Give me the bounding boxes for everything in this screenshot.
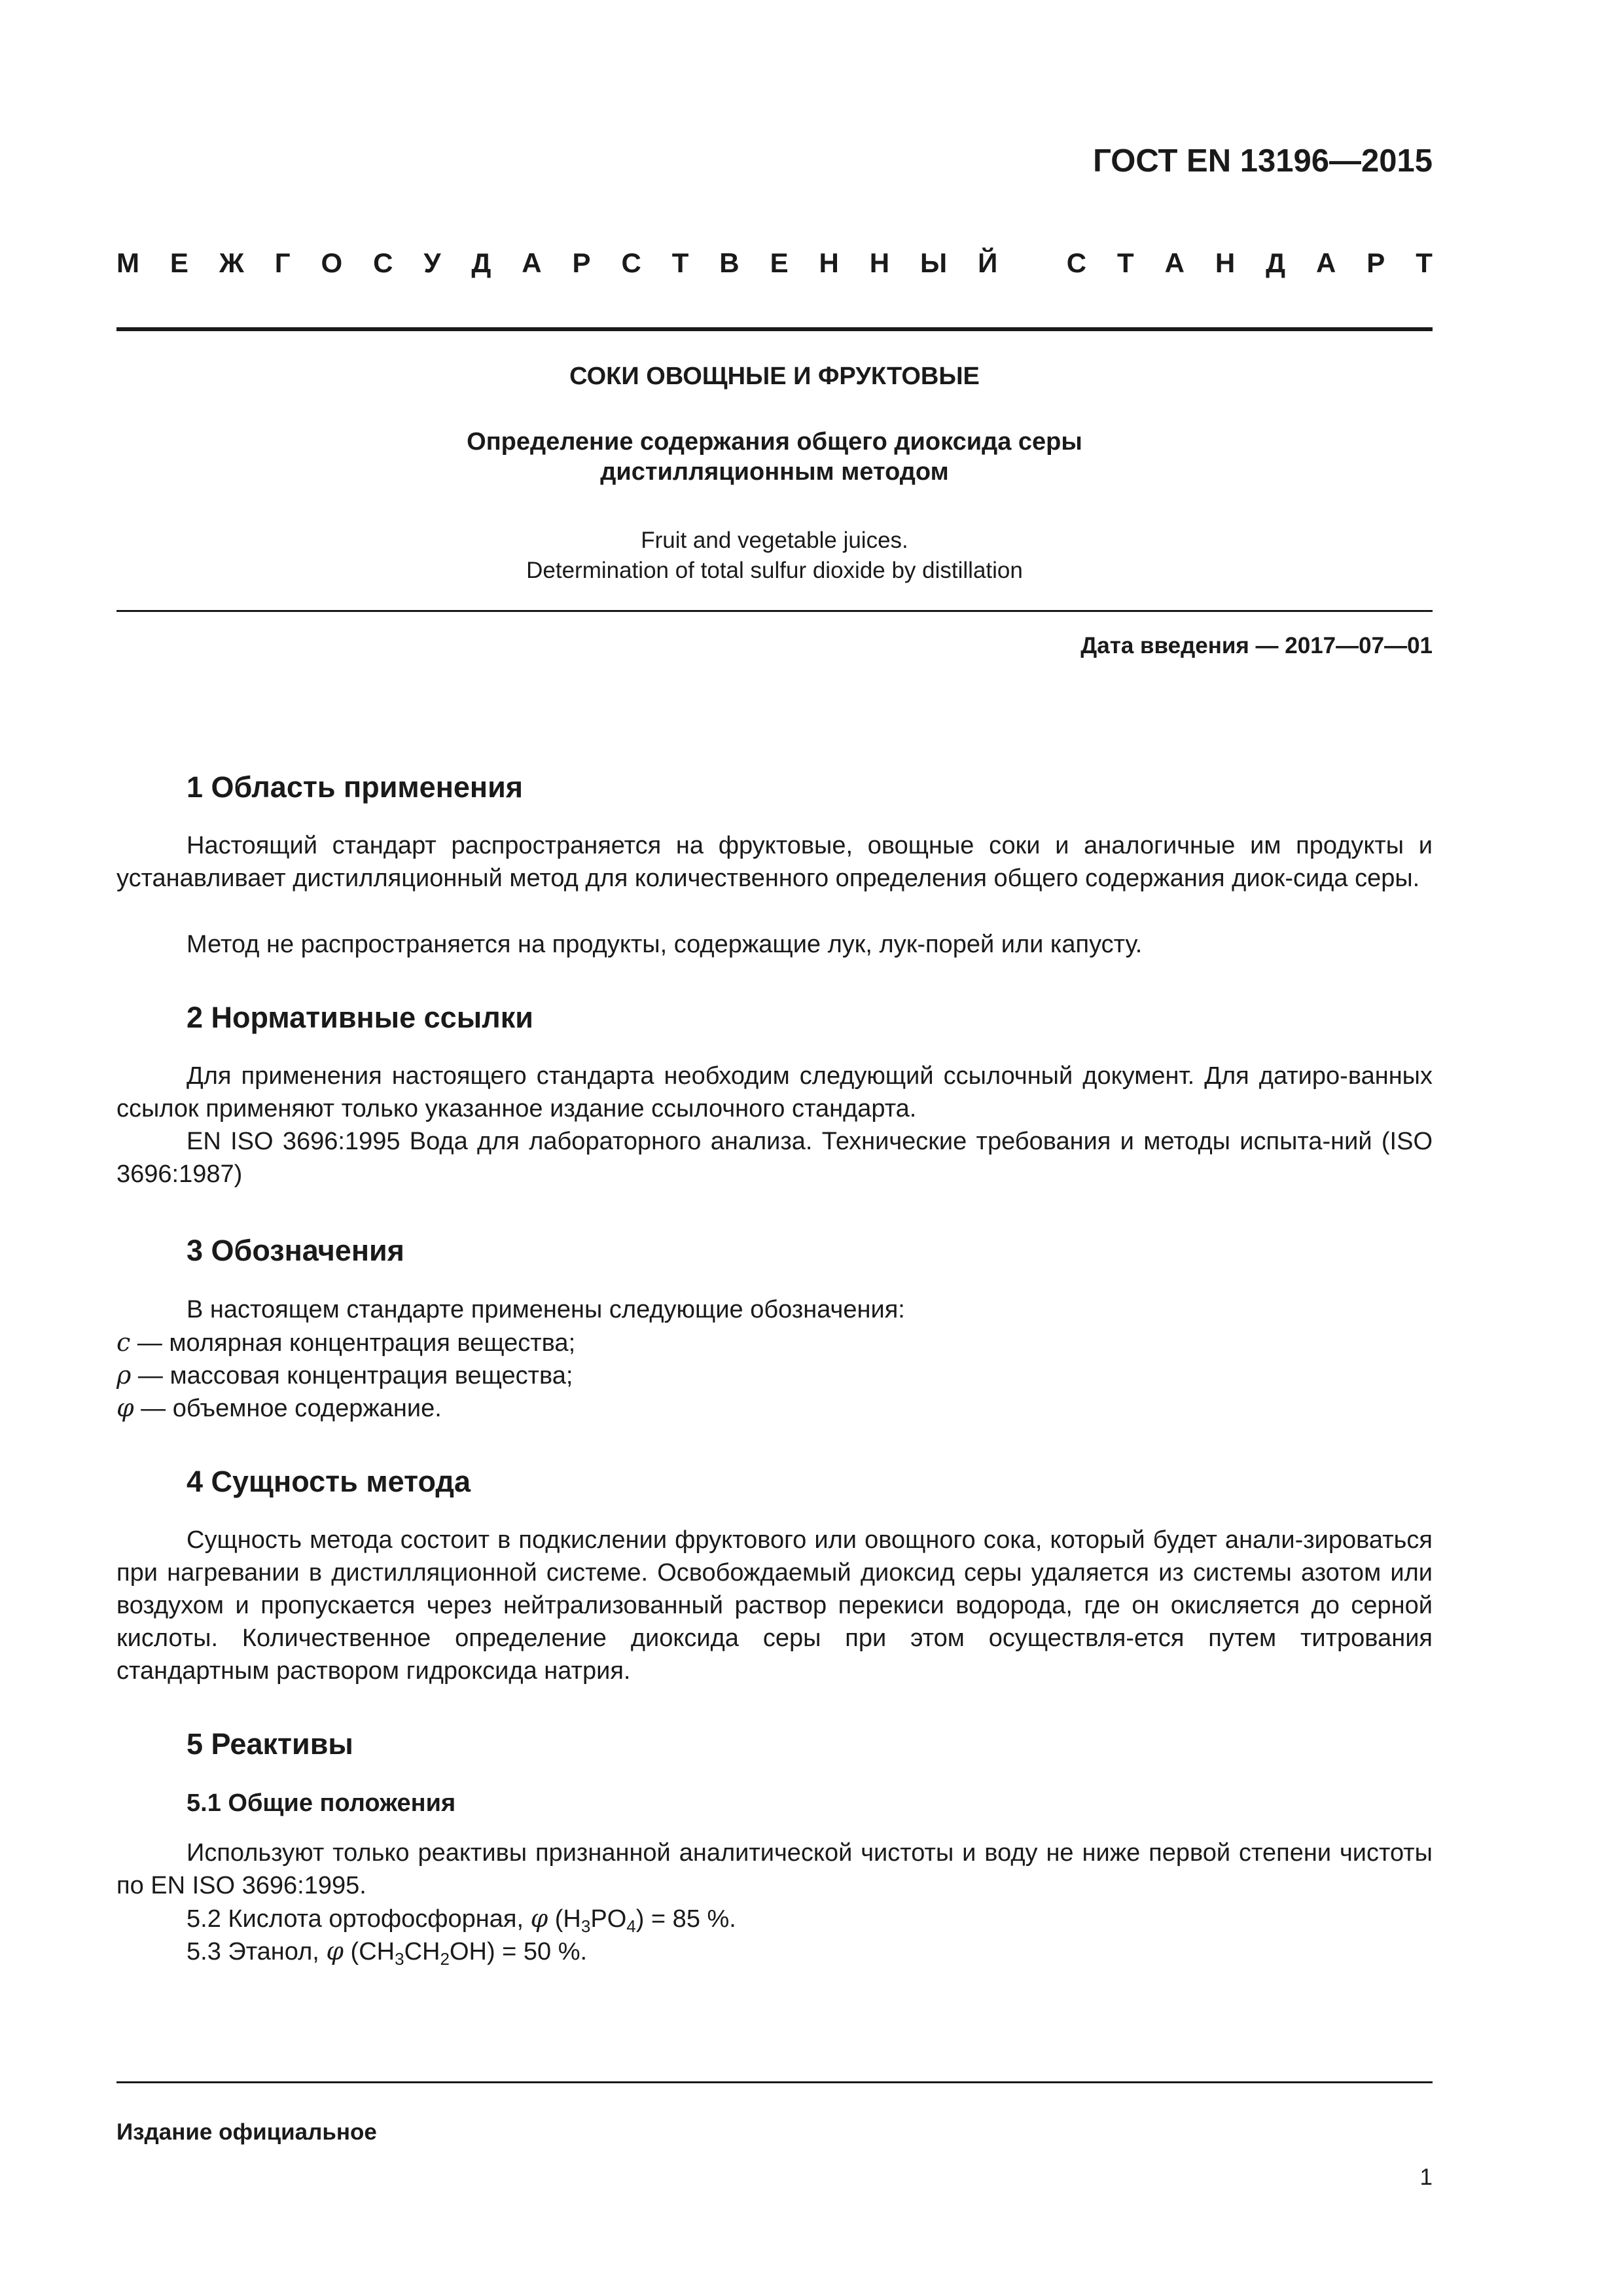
heading-letter: С bbox=[373, 247, 393, 278]
section-5-heading: 5 Реактивы bbox=[187, 1727, 353, 1761]
section-4-heading: 4 Сущность метода bbox=[187, 1465, 471, 1498]
symbol-c: c bbox=[116, 1328, 131, 1357]
heading-letter: Д bbox=[1266, 247, 1286, 278]
word-gap bbox=[1028, 249, 1036, 277]
symbol-phi-line bbox=[116, 1391, 442, 1425]
interstate-standard-heading bbox=[116, 249, 1433, 277]
section-3-intro: В настоящем стандарте применены следующие обозначения: bbox=[187, 1296, 905, 1323]
item-5-2-formula-part: PO bbox=[590, 1905, 627, 1933]
item-5-2-subscript: 3 bbox=[580, 1916, 591, 1936]
item-5-3-subscript: 2 bbox=[440, 1949, 450, 1969]
heading-letter: У bbox=[423, 247, 441, 278]
heading-letter: Н bbox=[869, 247, 890, 278]
item-5-3-formula-part: OH) = 50 %. bbox=[449, 1938, 588, 1965]
symbol-phi: φ bbox=[116, 1393, 134, 1422]
heading-letter: Н bbox=[1215, 247, 1236, 278]
heading-letter: Й bbox=[978, 247, 998, 278]
heading-letter: О bbox=[321, 247, 343, 278]
page-number: 1 bbox=[1419, 2164, 1433, 2190]
symbol-c-line bbox=[116, 1326, 575, 1359]
heading-letter: Д bbox=[471, 247, 491, 278]
heading-letter: Н bbox=[819, 247, 839, 278]
introduction-date: Дата введения — 2017—07—01 bbox=[1080, 633, 1433, 658]
standard-subtitle bbox=[116, 427, 1433, 487]
subtitle-line-2: дистилляционным методом bbox=[600, 458, 949, 486]
heading-letter: Ж bbox=[219, 247, 244, 278]
section-3-heading: 3 Обозначения bbox=[187, 1234, 404, 1267]
section-1-paragraph-2: Метод не распространяется на продукты, содержащие лук, лук-порей или капусту. bbox=[187, 931, 1143, 958]
section-5-1-paragraph: Используют только реактивы признанной аналитической чистоты и воду не ниже первой степени чистоты по EN ISO 3696:1995. bbox=[116, 1839, 1433, 1899]
item-5-2-label: 5.2 Кислота ортофосфорная, bbox=[187, 1905, 531, 1933]
item-5-3-subscript: 3 bbox=[395, 1949, 404, 1969]
heading-letter: Г bbox=[274, 247, 291, 278]
heading-letter: Р bbox=[1366, 247, 1385, 278]
symbol-c-definition: — молярная концентрация вещества; bbox=[130, 1329, 576, 1357]
item-5-2-subscript: 4 bbox=[626, 1916, 636, 1936]
heading-letter: Т bbox=[1416, 247, 1433, 278]
item-5-2-symbol: φ bbox=[530, 1904, 548, 1933]
symbol-rho: ρ bbox=[116, 1361, 132, 1390]
footer-rule bbox=[116, 2081, 1433, 2083]
section-5-1-heading: 5.1 Общие положения bbox=[187, 1789, 456, 1817]
section-1-paragraph-1: Настоящий стандарт распространяется на фруктовые, овощные соки и аналогичные им продукты и устанавливает дистилляционный метод для количественного определения общего содержания диок-сида серы. bbox=[116, 832, 1433, 892]
heading-letter: С bbox=[1066, 247, 1087, 278]
section-2-heading: 2 Нормативные ссылки bbox=[187, 1001, 533, 1034]
heading-letter: Т bbox=[1117, 247, 1134, 278]
heading-letter: Р bbox=[572, 247, 591, 278]
standard-title: СОКИ ОВОЩНЫЕ И ФРУКТОВЫЕ bbox=[569, 363, 980, 390]
heading-letter: Е bbox=[169, 247, 188, 278]
heading-letter: Т bbox=[671, 247, 689, 278]
item-5-2-formula-part: ) = 85 %. bbox=[635, 1905, 736, 1933]
symbol-rho-definition: — массовая концентрация вещества; bbox=[131, 1362, 573, 1390]
item-5-3-formula-part: CH bbox=[404, 1938, 440, 1965]
heading-letter: А bbox=[1316, 247, 1336, 278]
section-2-paragraph-1: Для применения настоящего стандарта необходим следующий ссылочный документ. Для датиро-ванных ссылок применяют только указанное издание ссылочного стандарта. bbox=[116, 1062, 1433, 1122]
item-5-2 bbox=[187, 1902, 736, 1935]
heading-letter: Е bbox=[770, 247, 789, 278]
heading-letter: А bbox=[522, 247, 542, 278]
symbol-phi-definition: — объемное содержание. bbox=[134, 1395, 442, 1422]
document-number: ГОСТ EN 13196—2015 bbox=[1093, 143, 1433, 179]
english-title-line-2: Determination of total sulfur dioxide by distillation bbox=[526, 558, 1023, 583]
section-4-paragraph: Сущность метода состоит в подкислении фруктового или овощного сока, который будет анали-зироваться при нагревании в дистилляционной системе. Освобождаемый диоксид серы удаляется из системы азотом или воздухом и пропускается через нейтрализованный раствор перекиси водорода, где он окисляется до серной кислоты. Количественное определение диоксида серы при этом осуществля-ется путем титрования стандартным раствором гидроксида натрия. bbox=[116, 1526, 1433, 1685]
section-2-paragraph-2: EN ISO 3696:1995 Вода для лабораторного анализа. Технические требования и методы испыта-ний (ISO 3696:1987) bbox=[116, 1128, 1433, 1188]
item-5-2-formula-part: (H bbox=[548, 1905, 581, 1933]
english-title-line-1: Fruit and vegetable juices. bbox=[641, 528, 908, 553]
symbol-rho-line bbox=[116, 1359, 573, 1392]
item-5-3-formula-part: (CH bbox=[344, 1938, 395, 1965]
section-1-heading: 1 Область применения bbox=[187, 770, 524, 804]
heading-letter: С bbox=[621, 247, 641, 278]
subtitle-line-1: Определение содержания общего диоксида серы bbox=[467, 428, 1082, 456]
english-title bbox=[116, 526, 1433, 586]
heading-letter: В bbox=[719, 247, 740, 278]
official-edition-label: Издание официальное bbox=[116, 2119, 377, 2145]
item-5-3-label: 5.3 Этанол, bbox=[187, 1938, 327, 1965]
header-rule bbox=[116, 327, 1433, 331]
item-5-3-symbol: φ bbox=[326, 1937, 344, 1965]
heading-letter: М bbox=[116, 247, 139, 278]
title-rule bbox=[116, 610, 1433, 612]
heading-letter: А bbox=[1164, 247, 1185, 278]
item-5-3 bbox=[187, 1935, 587, 1968]
heading-letter: Ы bbox=[920, 247, 948, 278]
